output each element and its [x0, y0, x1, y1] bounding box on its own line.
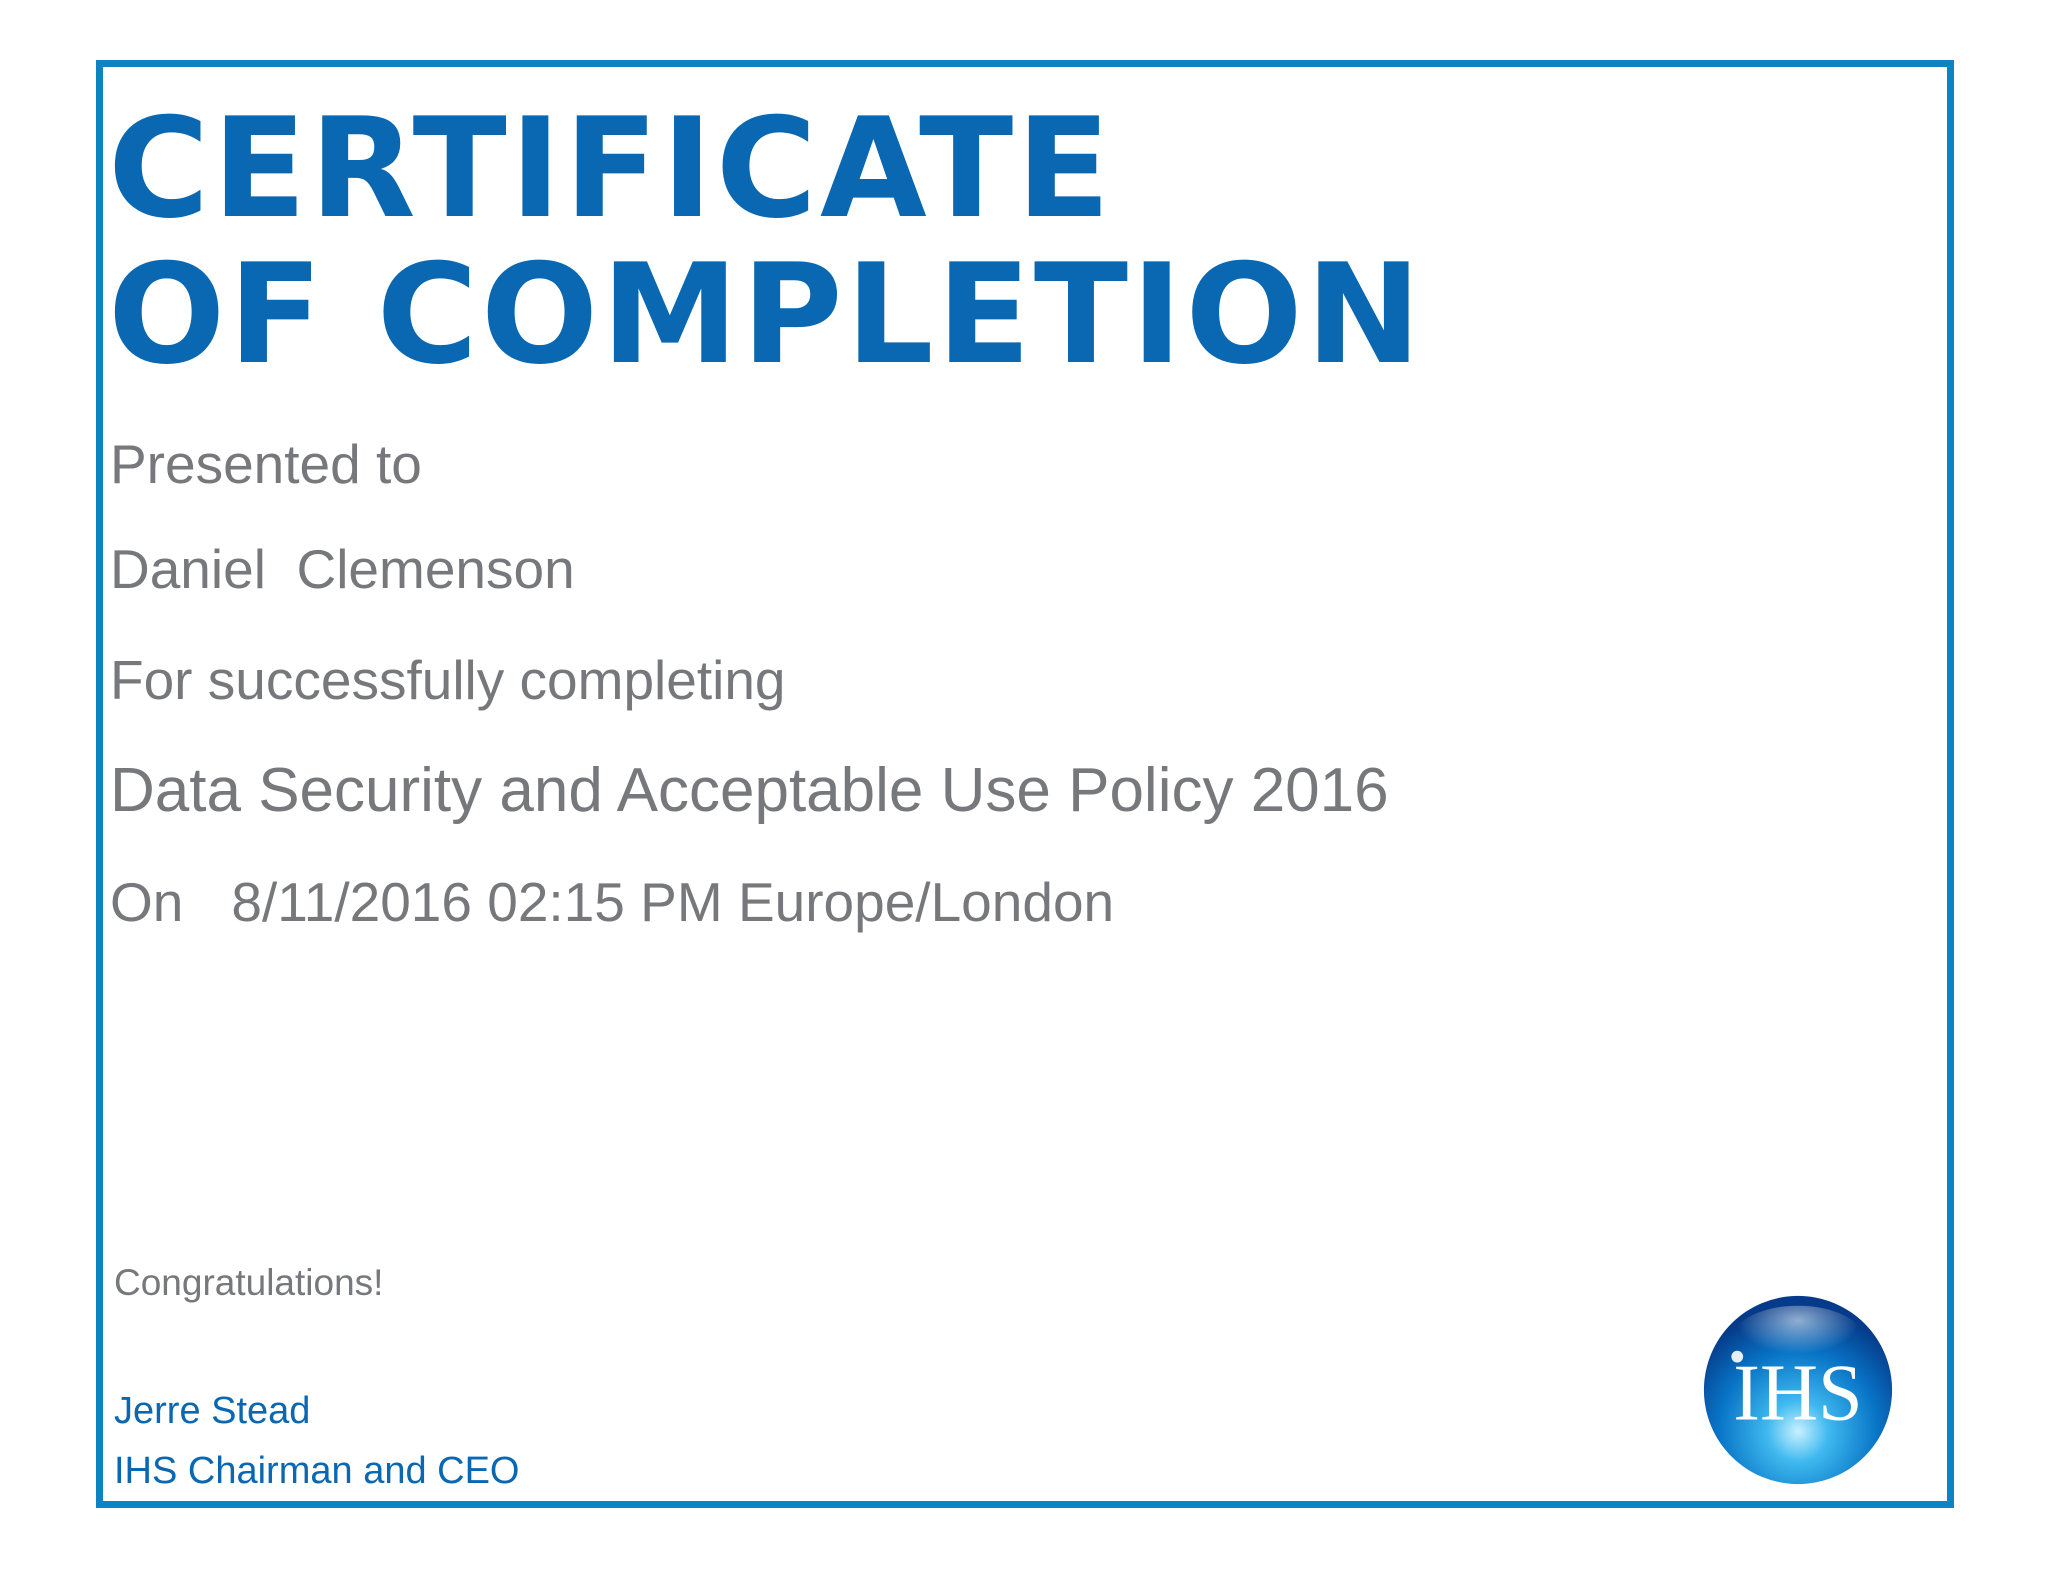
- on-label: On: [110, 871, 184, 933]
- title-line-1: CERTIFICATE: [108, 88, 1114, 249]
- completion-date: 8/11/2016 02:15 PM Europe/London: [231, 871, 1115, 933]
- logo-text: IHS: [1733, 1348, 1863, 1438]
- completion-date-line: [110, 870, 1114, 934]
- title-line-2: OF COMPLETION: [108, 234, 1425, 395]
- ihs-logo-icon: [1700, 1292, 1896, 1488]
- course-name: Data Security and Acceptable Use Policy 2016: [110, 756, 1389, 825]
- signer-name: Jerre Stead: [114, 1390, 311, 1432]
- signer-title: IHS Chairman and CEO: [114, 1450, 520, 1492]
- certificate-title: [108, 88, 1425, 395]
- completion-label: For successfully completing: [110, 649, 786, 711]
- recipient-name: Daniel Clemenson: [110, 538, 575, 600]
- congratulations-text: Congratulations!: [114, 1262, 384, 1303]
- presented-to-label: Presented to: [110, 433, 422, 495]
